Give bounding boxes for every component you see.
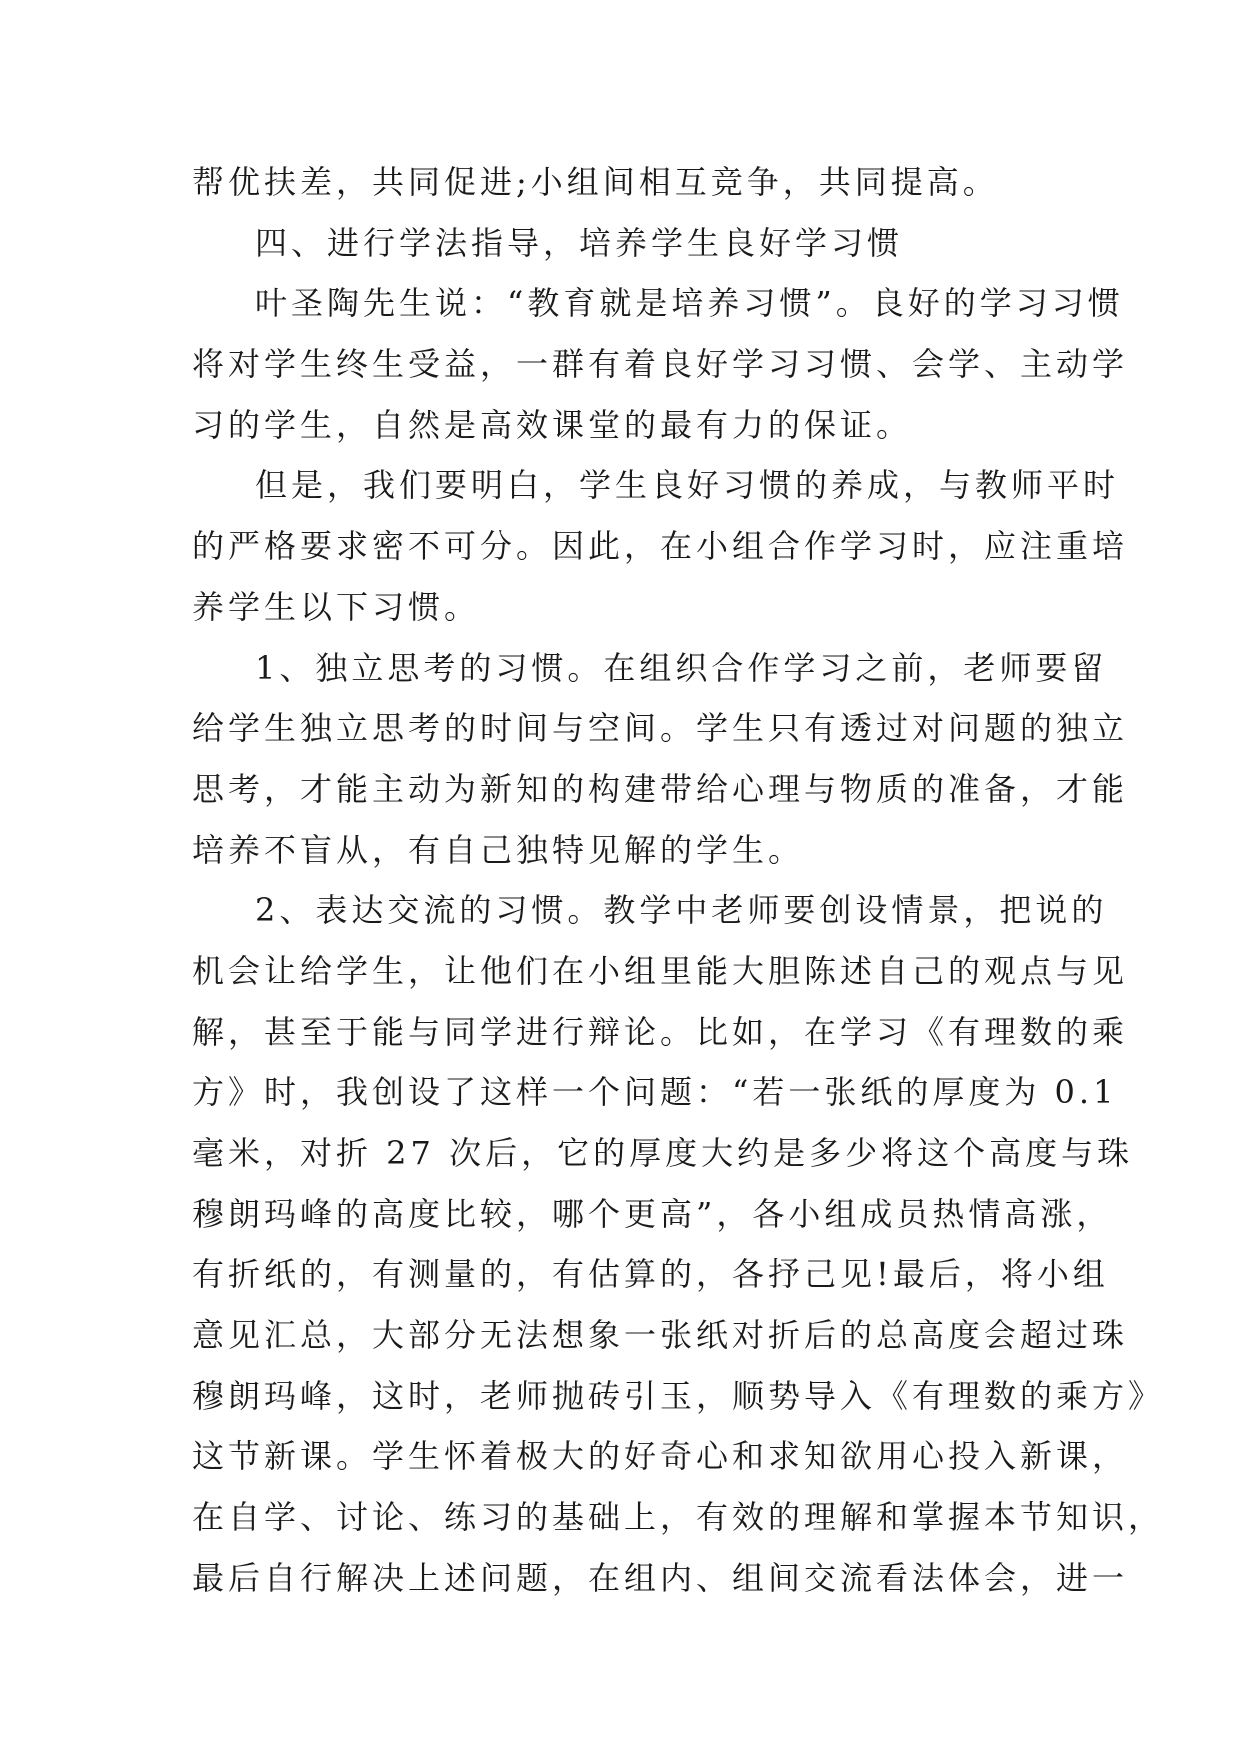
text-line: 穆朗玛峰的高度比较，哪个更高”，各小组成员热情高涨，: [192, 1194, 1113, 1233]
text-line: 帮优扶差，共同促进;小组间相互竞争，共同提高。: [192, 163, 999, 201]
text-line: 养学生以下习惯。: [192, 587, 481, 626]
text-line: 解，甚至于能与同学进行辩论。比如，在学习《有理数的乘: [192, 1012, 1129, 1051]
section-heading: 四、进行学法指导，培养学生良好学习惯: [255, 223, 904, 262]
text-line: 给学生独立思考的时间与空间。学生只有透过对问题的独立: [192, 709, 1129, 748]
text-line: 将对学生终生受益，一群有着良好学习习惯、会学、主动学: [192, 345, 1129, 384]
text-line: 叶圣陶先生说：“教育就是培养习惯”。良好的学习习惯: [255, 284, 1124, 323]
text-line: 习的学生，自然是高效课堂的最有力的保证。: [192, 405, 913, 444]
text-line: 的严格要求密不可分。因此，在小组合作学习时，应注重培: [192, 527, 1129, 566]
text-line: 在自学、讨论、练习的基础上，有效的理解和掌握本节知识，: [192, 1498, 1165, 1537]
text-line: 这节新课。学生怀着极大的好奇心和求知欲用心投入新课，: [192, 1437, 1129, 1476]
text-line: 1、独立思考的习惯。在组织合作学习之前，老师要留: [255, 648, 1108, 687]
body-text: [192, 152, 1165, 1609]
text-line: 方》时，我创设了这样一个问题：“若一张纸的厚度为 0.1: [192, 1073, 1118, 1112]
text-line: 思考，才能主动为新知的构建带给心理与物质的准备，才能: [192, 769, 1129, 808]
text-line: 培养不盲从，有自己独特见解的学生。: [192, 830, 805, 869]
text-line: 但是，我们要明白，学生良好习惯的养成，与教师平时: [255, 466, 1120, 505]
text-line: 有折纸的，有测量的，有估算的，各抒己见!最后，将小组: [192, 1255, 1109, 1294]
text-line: 意见汇总，大部分无法想象一张纸对折后的总高度会超过珠: [192, 1316, 1129, 1355]
text-line: 机会让给学生，让他们在小组里能大胆陈述自己的观点与见: [192, 951, 1129, 990]
text-line: 穆朗玛峰，这时，老师抛砖引玉，顺势导入《有理数的乘方》: [192, 1376, 1165, 1415]
text-line: 最后自行解决上述问题，在组内、组间交流看法体会，进一: [192, 1558, 1129, 1597]
text-line: 毫米，对折 27 次后，它的厚度大约是多少将这个高度与珠: [192, 1134, 1134, 1172]
text-line: 2、表达交流的习惯。教学中老师要创设情景，把说的: [255, 891, 1108, 930]
